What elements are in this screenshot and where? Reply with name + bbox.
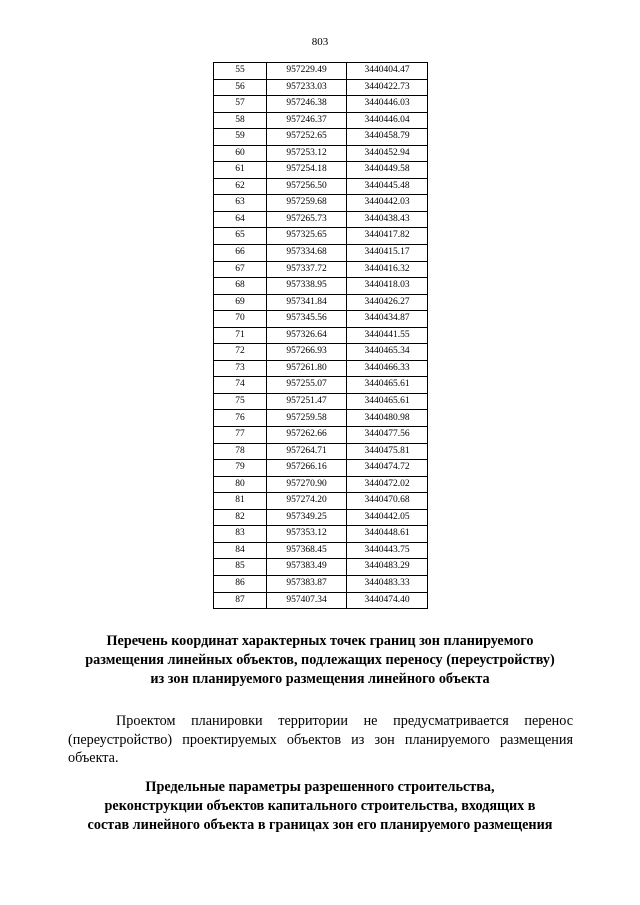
x-coordinate-cell: 957252.65 — [267, 129, 347, 146]
x-coordinate-cell: 957345.56 — [267, 311, 347, 328]
y-coordinate-cell: 3440434.87 — [347, 311, 428, 328]
x-coordinate-cell: 957259.68 — [267, 195, 347, 212]
table-row — [214, 526, 428, 543]
y-coordinate-cell: 3440483.33 — [347, 575, 428, 592]
table-row — [214, 112, 428, 129]
table-row — [214, 162, 428, 179]
section-heading-parameters — [0, 778, 640, 835]
point-number-cell: 65 — [214, 228, 267, 245]
y-coordinate-cell: 3440443.75 — [347, 542, 428, 559]
x-coordinate-cell: 957246.37 — [267, 112, 347, 129]
y-coordinate-cell: 3440446.03 — [347, 96, 428, 113]
table-row — [214, 178, 428, 195]
x-coordinate-cell: 957341.84 — [267, 294, 347, 311]
x-coordinate-cell: 957254.18 — [267, 162, 347, 179]
point-number-cell: 75 — [214, 393, 267, 410]
point-number-cell: 55 — [214, 63, 267, 80]
x-coordinate-cell: 957265.73 — [267, 211, 347, 228]
x-coordinate-cell: 957264.71 — [267, 443, 347, 460]
x-coordinate-cell: 957353.12 — [267, 526, 347, 543]
y-coordinate-cell: 3440417.82 — [347, 228, 428, 245]
point-number-cell: 72 — [214, 344, 267, 361]
point-number-cell: 76 — [214, 410, 267, 427]
x-coordinate-cell: 957262.66 — [267, 427, 347, 444]
coordinates-table — [213, 62, 428, 609]
table-row — [214, 311, 428, 328]
y-coordinate-cell: 3440480.98 — [347, 410, 428, 427]
heading-line: Перечень координат характерных точек границ зон планируемого — [106, 633, 534, 649]
table-row — [214, 493, 428, 510]
point-number-cell: 73 — [214, 360, 267, 377]
point-number-cell: 56 — [214, 79, 267, 96]
table-row — [214, 393, 428, 410]
x-coordinate-cell: 957259.58 — [267, 410, 347, 427]
x-coordinate-cell: 957253.12 — [267, 145, 347, 162]
y-coordinate-cell: 3440474.72 — [347, 460, 428, 477]
y-coordinate-cell: 3440442.03 — [347, 195, 428, 212]
table-row — [214, 261, 428, 278]
table-row — [214, 542, 428, 559]
y-coordinate-cell: 3440446.04 — [347, 112, 428, 129]
coordinates-table-body — [214, 63, 428, 609]
point-number-cell: 81 — [214, 493, 267, 510]
y-coordinate-cell: 3440472.02 — [347, 476, 428, 493]
point-number-cell: 70 — [214, 311, 267, 328]
point-number-cell: 80 — [214, 476, 267, 493]
point-number-cell: 62 — [214, 178, 267, 195]
y-coordinate-cell: 3440415.17 — [347, 245, 428, 262]
table-row — [214, 96, 428, 113]
x-coordinate-cell: 957274.20 — [267, 493, 347, 510]
table-row — [214, 79, 428, 96]
x-coordinate-cell: 957229.49 — [267, 63, 347, 80]
y-coordinate-cell: 3440474.40 — [347, 592, 428, 609]
y-coordinate-cell: 3440404.47 — [347, 63, 428, 80]
y-coordinate-cell: 3440475.81 — [347, 443, 428, 460]
table-row — [214, 145, 428, 162]
y-coordinate-cell: 3440470.68 — [347, 493, 428, 510]
y-coordinate-cell: 3440442.05 — [347, 509, 428, 526]
x-coordinate-cell: 957255.07 — [267, 377, 347, 394]
table-row — [214, 211, 428, 228]
point-number-cell: 84 — [214, 542, 267, 559]
point-number-cell: 63 — [214, 195, 267, 212]
table-row — [214, 575, 428, 592]
x-coordinate-cell: 957334.68 — [267, 245, 347, 262]
heading-line: размещения линейных объектов, подлежащих переносу (переустройству) — [85, 652, 555, 668]
y-coordinate-cell: 3440458.79 — [347, 129, 428, 146]
x-coordinate-cell: 957251.47 — [267, 393, 347, 410]
table-row — [214, 443, 428, 460]
table-row — [214, 195, 428, 212]
table-row — [214, 129, 428, 146]
x-coordinate-cell: 957326.64 — [267, 327, 347, 344]
point-number-cell: 78 — [214, 443, 267, 460]
x-coordinate-cell: 957349.25 — [267, 509, 347, 526]
x-coordinate-cell: 957407.34 — [267, 592, 347, 609]
section-heading-relocation — [0, 632, 640, 689]
x-coordinate-cell: 957256.50 — [267, 178, 347, 195]
table-row — [214, 294, 428, 311]
x-coordinate-cell: 957383.49 — [267, 559, 347, 576]
y-coordinate-cell: 3440466.33 — [347, 360, 428, 377]
relocation-paragraph: Проектом планировки территории не предусматривается перенос (переустройство) проектируемых объектов из зон планируемого размещения объекта. — [68, 713, 573, 766]
heading-line: Предельные параметры разрешенного строительства, — [145, 779, 495, 795]
table-row — [214, 427, 428, 444]
y-coordinate-cell: 3440416.32 — [347, 261, 428, 278]
table-row — [214, 245, 428, 262]
table-row — [214, 592, 428, 609]
y-coordinate-cell: 3440483.29 — [347, 559, 428, 576]
y-coordinate-cell: 3440449.58 — [347, 162, 428, 179]
point-number-cell: 83 — [214, 526, 267, 543]
page-number: 803 — [311, 36, 329, 48]
table-row — [214, 63, 428, 80]
y-coordinate-cell: 3440418.03 — [347, 278, 428, 295]
heading-line: из зон планируемого размещения линейного объекта — [150, 671, 490, 687]
point-number-cell: 86 — [214, 575, 267, 592]
y-coordinate-cell: 3440452.94 — [347, 145, 428, 162]
table-row — [214, 327, 428, 344]
y-coordinate-cell: 3440465.61 — [347, 393, 428, 410]
table-row — [214, 278, 428, 295]
point-number-cell: 82 — [214, 509, 267, 526]
point-number-cell: 74 — [214, 377, 267, 394]
point-number-cell: 71 — [214, 327, 267, 344]
x-coordinate-cell: 957338.95 — [267, 278, 347, 295]
x-coordinate-cell: 957325.65 — [267, 228, 347, 245]
y-coordinate-cell: 3440465.61 — [347, 377, 428, 394]
point-number-cell: 85 — [214, 559, 267, 576]
table-row — [214, 460, 428, 477]
x-coordinate-cell: 957233.03 — [267, 79, 347, 96]
point-number-cell: 67 — [214, 261, 267, 278]
table-row — [214, 476, 428, 493]
x-coordinate-cell: 957261.80 — [267, 360, 347, 377]
x-coordinate-cell: 957266.16 — [267, 460, 347, 477]
x-coordinate-cell: 957337.72 — [267, 261, 347, 278]
x-coordinate-cell: 957270.90 — [267, 476, 347, 493]
point-number-cell: 58 — [214, 112, 267, 129]
point-number-cell: 79 — [214, 460, 267, 477]
point-number-cell: 64 — [214, 211, 267, 228]
point-number-cell: 87 — [214, 592, 267, 609]
point-number-cell: 57 — [214, 96, 267, 113]
table-row — [214, 559, 428, 576]
y-coordinate-cell: 3440445.48 — [347, 178, 428, 195]
heading-line: состав линейного объекта в границах зон его планируемого размещения — [87, 817, 553, 833]
point-number-cell: 69 — [214, 294, 267, 311]
x-coordinate-cell: 957383.87 — [267, 575, 347, 592]
table-row — [214, 509, 428, 526]
y-coordinate-cell: 3440422.73 — [347, 79, 428, 96]
point-number-cell: 77 — [214, 427, 267, 444]
point-number-cell: 60 — [214, 145, 267, 162]
table-row — [214, 228, 428, 245]
table-row — [214, 377, 428, 394]
point-number-cell: 66 — [214, 245, 267, 262]
heading-line: реконструкции объектов капитального строительства, входящих в — [104, 798, 536, 814]
table-row — [214, 344, 428, 361]
y-coordinate-cell: 3440426.27 — [347, 294, 428, 311]
table-row — [214, 410, 428, 427]
table-row — [214, 360, 428, 377]
y-coordinate-cell: 3440477.56 — [347, 427, 428, 444]
x-coordinate-cell: 957368.45 — [267, 542, 347, 559]
x-coordinate-cell: 957246.38 — [267, 96, 347, 113]
point-number-cell: 59 — [214, 129, 267, 146]
x-coordinate-cell: 957266.93 — [267, 344, 347, 361]
point-number-cell: 68 — [214, 278, 267, 295]
point-number-cell: 61 — [214, 162, 267, 179]
y-coordinate-cell: 3440465.34 — [347, 344, 428, 361]
y-coordinate-cell: 3440438.43 — [347, 211, 428, 228]
y-coordinate-cell: 3440448.61 — [347, 526, 428, 543]
y-coordinate-cell: 3440441.55 — [347, 327, 428, 344]
